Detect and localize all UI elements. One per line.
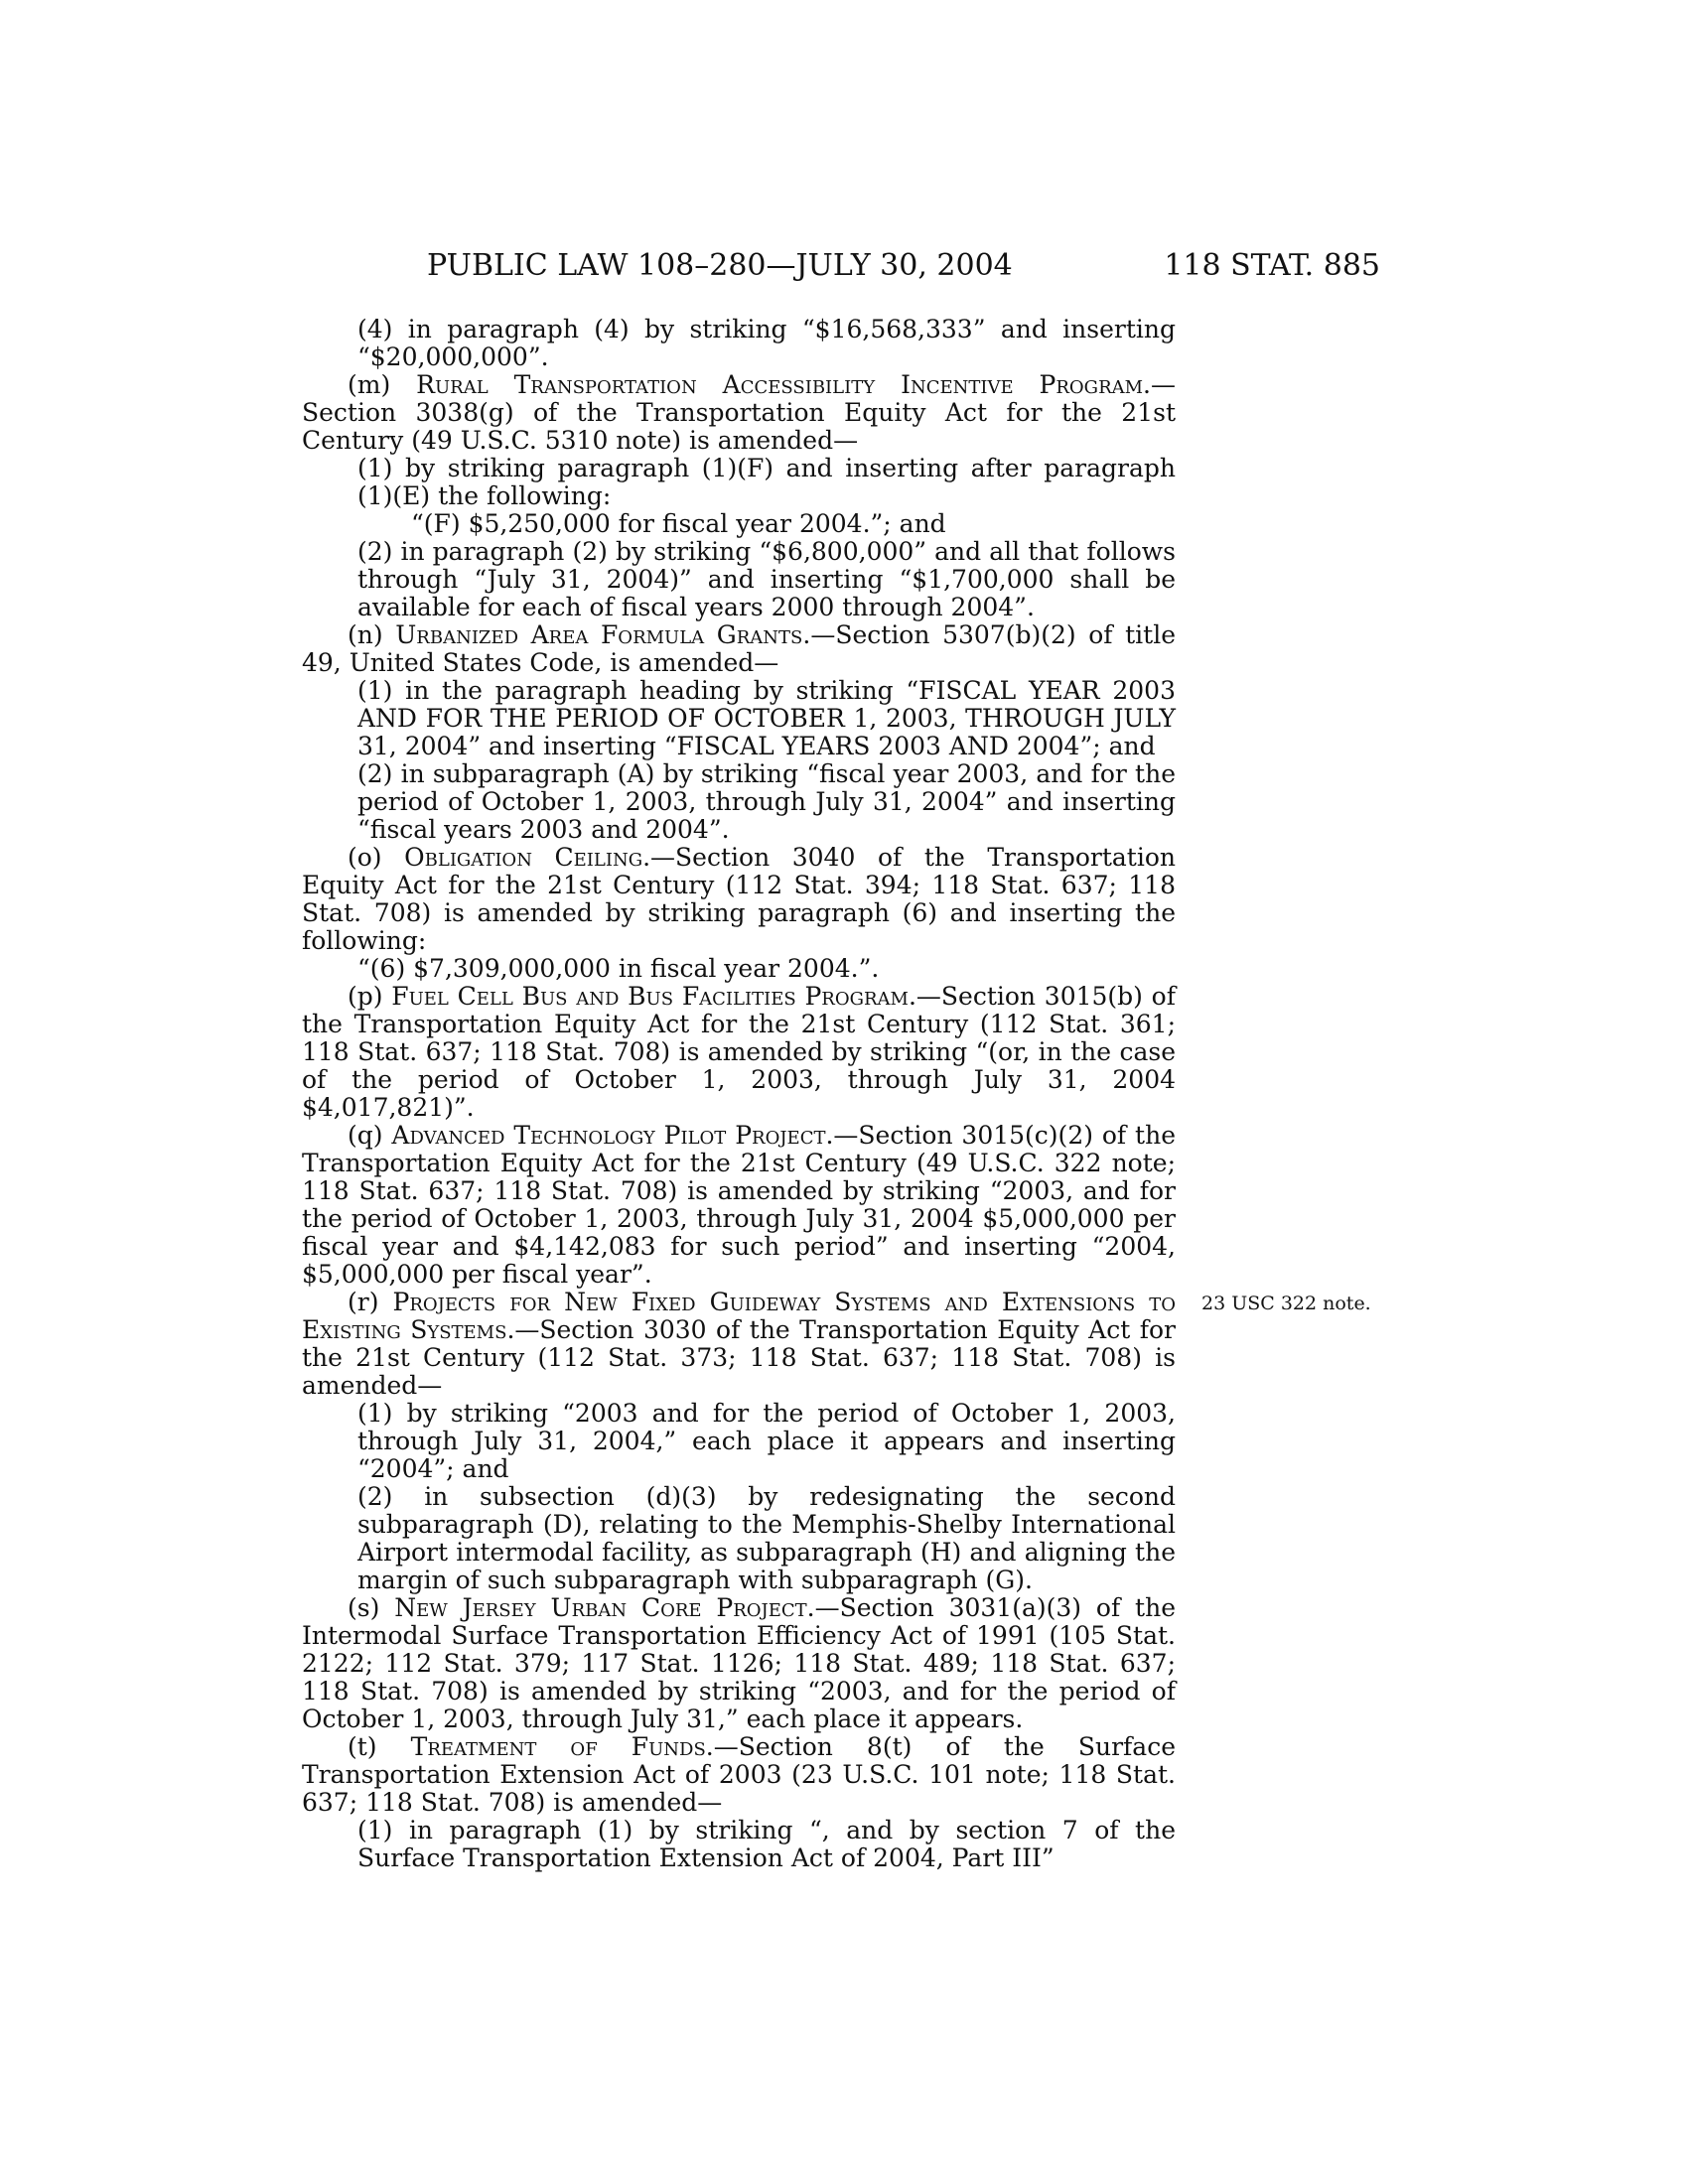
subsection-heading: Rural Transportation Accessibility Incentive Program. bbox=[416, 370, 1151, 399]
paragraph bbox=[302, 1483, 1176, 1594]
paragraph-text: —Section 5307(b)(2) of title 49, United States Code, is amended— bbox=[302, 620, 1177, 677]
paragraph-text: “(F) $5,250,000 for fiscal year 2004.”; and bbox=[411, 509, 946, 538]
paragraph-text: (1) by striking paragraph (1)(F) and inserting after paragraph (1)(E) the following: bbox=[357, 454, 1176, 510]
paragraph-text: —Section 3015(c)(2) of the Transportation Equity Act for the 21st Century (49 U.S.C. 322 note; 118 Stat. 637; 118 Stat. 708) is amended by striking “2003, and for the period of October 1, 2003, through July 31, 2004 $5,000,000 per fiscal year and $4,142,083 for such period” and inserting “2004, $5,000,000 per fiscal year”. bbox=[302, 1121, 1176, 1289]
subsection-heading: Urbanized Area Formula Grants. bbox=[395, 620, 811, 649]
subsection-label: (n) bbox=[348, 620, 396, 649]
paragraph bbox=[302, 983, 1176, 1122]
paragraph bbox=[302, 1400, 1176, 1483]
paragraph bbox=[302, 955, 1176, 983]
paragraph bbox=[302, 844, 1176, 955]
paragraph bbox=[302, 371, 1176, 455]
paragraph-text: (2) in subsection (d)(3) by redesignating the second subparagraph (D), relating to the Memphis-Shelby International Airport intermodal facility, as subparagraph (H) and aligning the margin of such subparagraph with subparagraph (G). bbox=[357, 1482, 1176, 1594]
subsection-heading: Advanced Technology Pilot Project. bbox=[391, 1121, 834, 1150]
paragraph bbox=[302, 1122, 1176, 1289]
paragraph bbox=[302, 1289, 1176, 1400]
paragraph-text: (1) by striking “2003 and for the period of October 1, 2003, through July 31, 2004,” each place it appears and inserting “2004”; and bbox=[357, 1399, 1176, 1483]
subsection-label: (m) bbox=[348, 370, 417, 399]
subsection-label: (o) bbox=[348, 843, 405, 872]
document-body bbox=[302, 316, 1176, 1872]
paragraph bbox=[302, 621, 1176, 677]
paragraph-text: —Section 3040 of the Transportation Equity Act for the 21st Century (112 Stat. 394; 118 Stat. 637; 118 Stat. 708) is amended by striking paragraph (6) and inserting the following: bbox=[302, 843, 1176, 955]
paragraph bbox=[302, 677, 1176, 760]
paragraph-text: —Section 8(t) of the Surface Transportation Extension Act of 2003 (23 U.S.C. 101 note; 118 Stat. 637; 118 Stat. 708) is amended— bbox=[302, 1732, 1176, 1817]
paragraph bbox=[302, 1817, 1176, 1872]
paragraph-text: “(6) $7,309,000,000 in fiscal year 2004.”. bbox=[357, 954, 880, 983]
paragraph-text: (4) in paragraph (4) by striking “$16,568,333” and inserting “$20,000,000”. bbox=[357, 315, 1176, 371]
paragraph bbox=[302, 1733, 1176, 1817]
paragraph bbox=[302, 760, 1176, 844]
paragraph-text: —Section 3015(b) of the Transportation Equity Act for the 21st Century (112 Stat. 361; 118 Stat. 637; 118 Stat. 708) is amended by striking “(or, in the case of the period of October 1, 2003, through July 31, 2004 $4,017,821)”. bbox=[302, 982, 1176, 1122]
subsection-label: (p) bbox=[348, 982, 392, 1011]
paragraph-text: (2) in paragraph (2) by striking “$6,800,000” and all that follows through “July 31, 2004)” and inserting “$1,700,000 shall be available for each of fiscal years 2000 through 2004”. bbox=[357, 537, 1176, 621]
subsection-label: (s) bbox=[348, 1593, 395, 1622]
paragraph-text: (1) in the paragraph heading by striking “FISCAL YEAR 2003 AND FOR THE PERIOD OF OCTOBER 1, 2003, THROUGH JULY 31, 2004” and inserting “FISCAL YEARS 2003 AND 2004”; and bbox=[357, 676, 1176, 760]
subsection-heading: Obligation Ceiling. bbox=[404, 843, 651, 872]
subsection-heading: Treatment of Funds. bbox=[410, 1732, 714, 1761]
page-number: 118 STAT. 885 bbox=[1164, 248, 1380, 283]
paragraph bbox=[302, 455, 1176, 510]
paragraph-text: (2) in subparagraph (A) by striking “fiscal year 2003, and for the period of October 1, 2003, through July 31, 2004” and inserting “fiscal years 2003 and 2004”. bbox=[357, 759, 1176, 844]
paragraph bbox=[302, 538, 1176, 621]
subsection-heading: Fuel Cell Bus and Bus Facilities Program. bbox=[391, 982, 916, 1011]
paragraph-text: —Section 3030 of the Transportation Equity Act for the 21st Century (112 Stat. 373; 118 Stat. 637; 118 Stat. 708) is amended— bbox=[302, 1315, 1176, 1400]
subsection-heading: New Jersey Urban Core Project. bbox=[394, 1593, 815, 1622]
subsection-heading: Projects for New Fixed Guideway Systems and Extensions to Existing Systems. bbox=[302, 1288, 1176, 1344]
paragraph-text: (1) in paragraph (1) by striking “, and by section 7 of the Surface Transportation Extension Act of 2004, Part III” bbox=[357, 1816, 1176, 1872]
subsection-label: (r) bbox=[348, 1288, 393, 1316]
paragraph bbox=[302, 510, 1176, 538]
subsection-label: (t) bbox=[348, 1732, 411, 1761]
page-header-title: PUBLIC LAW 108–280—JULY 30, 2004 bbox=[427, 248, 1013, 283]
paragraph-text: —Section 3031(a)(3) of the Intermodal Surface Transportation Efficiency Act of 1991 (105 Stat. 2122; 112 Stat. 379; 117 Stat. 1126; 118 Stat. 489; 118 Stat. 637; 118 Stat. 708) is amended by striking “2003, and for the period of October 1, 2003, through July 31,” each place it appears. bbox=[302, 1593, 1176, 1733]
subsection-label: (q) bbox=[348, 1121, 392, 1150]
paragraph bbox=[302, 316, 1176, 371]
paragraph-text: —Section 3038(g) of the Transportation Equity Act for the 21st Century (49 U.S.C. 5310 note) is amended— bbox=[302, 370, 1176, 455]
margin-note: 23 USC 322 note. bbox=[1201, 1293, 1371, 1314]
paragraph bbox=[302, 1594, 1176, 1733]
